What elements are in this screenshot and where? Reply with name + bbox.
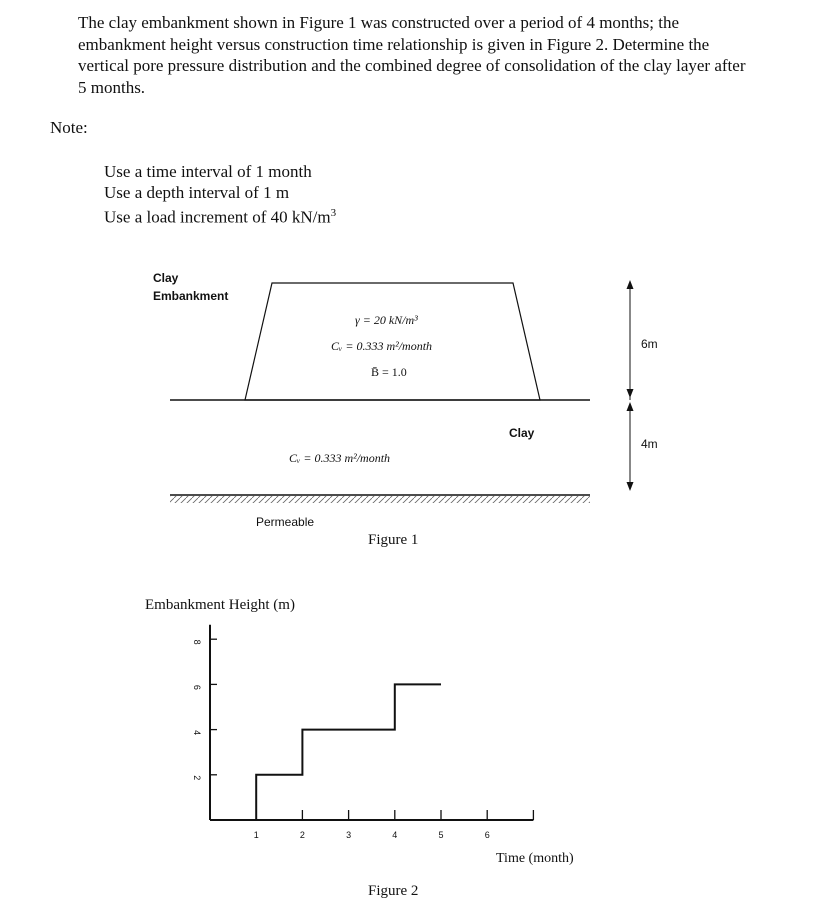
y-axis-label: Embankment Height (m)	[145, 597, 295, 613]
note-line-load-superscript: 3	[330, 207, 337, 219]
clay-layer-label: Clay	[509, 426, 535, 440]
clay-cv-label: Cᵥ = 0.333 m²/month	[289, 451, 391, 465]
x-tick-label-3: 3	[346, 830, 352, 840]
dimension-label-6m: 6m	[641, 337, 658, 351]
y-tick-label-6: 6	[192, 684, 202, 690]
note-line-depth: Use a depth interval of 1 m	[104, 183, 290, 202]
figure-2-caption: Figure 2	[368, 883, 419, 899]
embankment-height-step-line	[256, 684, 441, 820]
figure-1-caption: Figure 1	[368, 532, 419, 548]
figure-1	[153, 271, 658, 548]
embankment-label-line1: Clay	[153, 271, 179, 285]
dimension-arrows	[627, 280, 634, 491]
y-tick-label-8: 8	[192, 639, 202, 645]
x-tick-label-4: 4	[392, 830, 398, 840]
arrowhead-bottom	[627, 482, 634, 491]
arrowhead-top	[627, 280, 634, 289]
x-tick-label-1: 1	[253, 830, 259, 840]
dimension-label-4m: 4m	[641, 437, 658, 451]
note-line-time: Use a time interval of 1 month	[104, 162, 312, 181]
x-tick-label-2: 2	[299, 830, 305, 840]
x-tick-label-6: 6	[484, 830, 490, 840]
arrowhead-mid-down	[627, 389, 634, 398]
permeable-base-hatch	[170, 496, 590, 503]
x-tick-label-5: 5	[438, 830, 444, 840]
figure-2-chart	[145, 597, 574, 899]
b-bar-label: B̄ = 1.0	[371, 365, 407, 379]
note-line-load-text: Use a load increment of 40 kN/m	[104, 207, 331, 227]
y-tick-label-2: 2	[192, 775, 202, 781]
embankment-label-line2: Embankment	[153, 289, 229, 303]
unit-weight-label: γ = 20 kN/m³	[355, 313, 418, 327]
problem-statement: The clay embankment shown in Figure 1 was constructed over a period of 4 months; the embankment height versus construction time relationship is given in Figure 2. Determine the vertical pore pressure distribution and the combined degree of consolidation of the clay layer after 5 months.	[78, 13, 746, 97]
permeable-label: Permeable	[256, 515, 315, 529]
x-axis-label: Time (month)	[496, 851, 574, 866]
note-label: Note:	[50, 118, 88, 137]
y-tick-label-4: 4	[192, 730, 202, 736]
embankment-cv-label: Cᵥ = 0.333 m²/month	[331, 339, 433, 353]
